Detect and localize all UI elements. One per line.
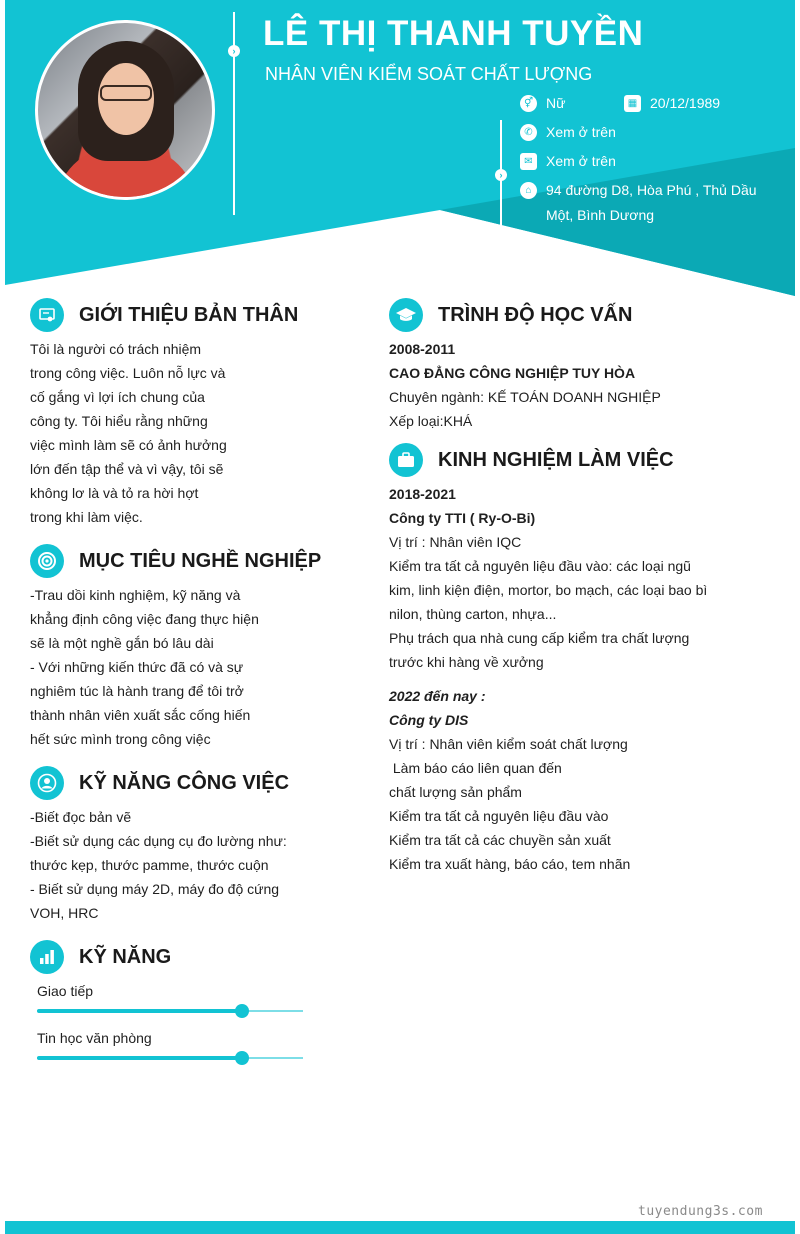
address-value [546,178,757,228]
phone-value: Xem ở trên [546,124,616,140]
education-rank: Xếp loại:KHÁ [389,413,473,429]
text-line: khẳng định công việc đang thực hiện [30,611,259,627]
section-title: KỸ NĂNG CÔNG VIỆC [79,771,290,794]
briefcase-icon [389,443,423,477]
text-line: -Biết sử dụng các dụng cụ đo lường như: [30,833,287,849]
text-line: nilon, thùng carton, nhựa... [389,606,557,622]
work-skills-section-header [30,766,289,800]
graduation-cap-icon [389,298,423,332]
school-name: CAO ĐẲNG CÔNG NGHIỆP TUY HÒA [389,365,636,381]
gender-row [520,91,565,116]
section-title: MỤC TIÊU NGHỀ NGHIỆP [79,549,322,572]
text-line: thước kẹp, thước pamme, thước cuộn [30,857,269,873]
birthday-row [624,91,720,116]
job-period: 2022 đến nay : [389,688,486,704]
skills-section-header [30,940,171,974]
work-skills-text [30,805,287,925]
header-divider [233,12,235,215]
chevron-right-icon: › [228,45,240,57]
text-line: Kiểm tra xuất hàng, báo cáo, tem nhãn [389,856,631,872]
intro-section-header [30,298,298,332]
text-line: trong công việc. Luôn nỗ lực và [30,365,226,381]
user-icon [30,766,64,800]
text-line: công ty. Tôi hiểu rằng những [30,413,208,429]
bar-chart-icon [30,940,64,974]
text-line: Phụ trách qua nhà cung cấp kiểm tra chất lượng [389,630,690,646]
text-line: trước khi hàng về xưởng [389,654,544,670]
text-line: lớn đến tập thể và vì vậy, tôi sẽ [30,461,224,477]
job-title: NHÂN VIÊN KIỂM SOÁT CHẤT LƯỢNG [265,64,593,84]
email-value: Xem ở trên [546,153,616,169]
company-name: Công ty TTI ( Ry-O-Bi) [389,510,536,526]
chevron-right-icon: › [495,169,507,181]
section-title: TRÌNH ĐỘ HỌC VẤN [438,303,633,326]
company-name: Công ty DIS [389,712,469,728]
footer-bar [5,1221,795,1234]
skill-label: Giao tiếp [37,983,94,999]
education-major: Chuyên ngành: KẾ TOÁN DOANH NGHIỆP [389,389,661,405]
text-line: - Với những kiến thức đã có và sự [30,659,244,675]
text-line: Làm báo cáo liên quan đến [389,760,562,776]
text-line: cố gắng vì lợi ích chung của [30,389,205,405]
text-line: VOH, HRC [30,905,99,921]
calendar-icon: ▦ [624,95,641,112]
skill-label: Tin học văn phòng [37,1030,152,1046]
skill-level-bar [37,1056,242,1060]
text-line: thành nhân viên xuất sắc cống hiến [30,707,251,723]
gender-icon: ⚥ [520,95,537,112]
text-line: chất lượng sản phẩm [389,784,522,800]
text-line: -Biết đọc bản vẽ [30,809,132,825]
text-line: Kiểm tra tất cả nguyên liệu đầu vào: các loại ngũ [389,558,691,574]
intro-text [30,337,227,529]
address-line: 94 đường D8, Hòa Phú , Thủ Dầu [546,182,757,198]
skill-level-handle [235,1004,249,1018]
text-line: Kiểm tra tất cả nguyên liệu đầu vào [389,808,609,824]
section-title: GIỚI THIỆU BẢN THÂN [79,303,299,326]
education-text [389,337,661,433]
text-line: Vị trí : Nhân viên IQC [389,534,522,550]
section-title: KINH NGHIỆM LÀM VIỆC [438,448,674,471]
candidate-name: LÊ THỊ THANH TUYỀN [263,14,644,53]
address-row [520,178,757,228]
section-title: KỸ NĂNG [79,945,172,968]
phone-row [520,120,616,145]
gender-value: Nữ [546,95,566,111]
education-section-header [389,298,632,332]
text-line: Kiểm tra tất cả các chuyền sản xuất [389,832,611,848]
profile-photo [35,20,215,200]
envelope-icon: ✉ [520,153,537,170]
education-period: 2008-2011 [389,341,456,357]
phone-icon: ✆ [520,124,537,141]
text-line: sẽ là một nghề gắn bó lâu dài [30,635,214,651]
email-row [520,149,616,174]
text-line: Vị trí : Nhân viên kiểm soát chất lượng [389,736,628,752]
home-icon: ⌂ [520,182,537,199]
text-line: không lơ là và tỏ ra hời hợt [30,485,199,501]
watermark: tuyendung3s.com [638,1204,763,1219]
text-line: việc mình làm sẽ có ảnh hưởng [30,437,227,453]
experience-job [389,482,707,674]
text-line: Tôi là người có trách nhiệm [30,341,202,357]
text-line: kim, linh kiện điện, mortor, bo mạch, các loại bao bì [389,582,708,598]
text-line: - Biết sử dụng máy 2D, máy đo độ cứng [30,881,280,897]
job-period: 2018-2021 [389,486,456,502]
text-line: trong khi làm việc. [30,509,143,525]
address-line: Một, Bình Dương [546,207,655,223]
experience-job [389,684,630,876]
text-line: nghiêm túc là hành trang để tôi trở [30,683,244,699]
text-line: -Trau dồi kinh nghiệm, kỹ năng và [30,587,241,603]
certificate-icon [30,298,64,332]
objective-text [30,583,259,751]
skill-level-bar [37,1009,242,1013]
skill-level-handle [235,1051,249,1065]
objective-section-header [30,544,321,578]
experience-section-header [389,443,674,477]
text-line: hết sức mình trong công việc [30,731,211,747]
birthday-value: 20/12/1989 [650,95,721,111]
target-icon [30,544,64,578]
